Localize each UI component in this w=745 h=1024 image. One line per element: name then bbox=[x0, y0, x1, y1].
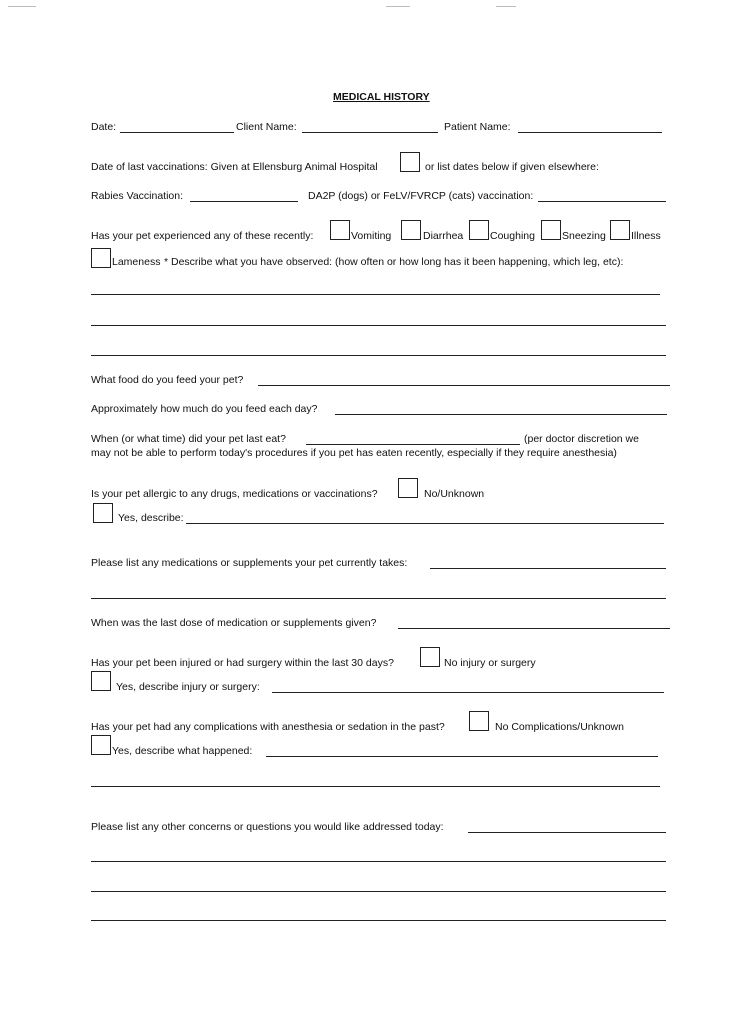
injury-question: Has your pet been injured or had surgery within the last 30 days? bbox=[91, 657, 394, 669]
describe-observed-text: * Describe what you have observed: (how often or how long has it been happening, which leg, etc): bbox=[164, 256, 624, 268]
lameness-label: Lameness bbox=[112, 256, 161, 268]
rabies-label: Rabies Vaccination: bbox=[91, 190, 184, 202]
vaccinations-intro: Date of last vaccinations: Given at Ellensburg Animal Hospital bbox=[91, 161, 378, 173]
patient-name-label: Patient Name: bbox=[444, 121, 511, 133]
anesthesia-no-label: No Complications/Unknown bbox=[495, 721, 624, 733]
client-name-field[interactable] bbox=[302, 132, 438, 133]
scan-artifact bbox=[496, 6, 516, 7]
observed-line-2[interactable] bbox=[91, 325, 666, 326]
last-dose-question: When was the last dose of medication or supplements given? bbox=[91, 617, 377, 629]
da2p-label: DA2P (dogs) or FeLV/FVRCP (cats) vaccination: bbox=[308, 190, 534, 202]
concerns-question: Please list any other concerns or questions you would like addressed today: bbox=[91, 821, 444, 833]
medications-line-2[interactable] bbox=[91, 598, 666, 599]
anesthesia-yes-label: Yes, describe what happened: bbox=[112, 745, 253, 757]
da2p-field[interactable] bbox=[538, 201, 666, 202]
diarrhea-checkbox[interactable] bbox=[401, 220, 421, 240]
food-question: What food do you feed your pet? bbox=[91, 374, 244, 386]
lameness-checkbox[interactable] bbox=[91, 248, 111, 268]
injury-describe-field[interactable] bbox=[272, 692, 664, 693]
anesthesia-line-2[interactable] bbox=[91, 786, 660, 787]
vaccinations-elsewhere: or list dates below if given elsewhere: bbox=[425, 161, 599, 173]
symptoms-question: Has your pet experienced any of these recently: bbox=[91, 230, 314, 242]
vomiting-label: Vomiting bbox=[351, 230, 392, 242]
allergy-no-label: No/Unknown bbox=[424, 488, 485, 500]
injury-no-label: No injury or surgery bbox=[444, 657, 536, 669]
injury-yes-label: Yes, describe injury or surgery: bbox=[116, 681, 260, 693]
scan-artifact bbox=[386, 6, 410, 7]
allergy-yes-label: Yes, describe: bbox=[118, 512, 184, 524]
rabies-field[interactable] bbox=[190, 201, 298, 202]
food-field[interactable] bbox=[258, 385, 670, 386]
last-eat-question: When (or what time) did your pet last eat? bbox=[91, 433, 286, 445]
allergy-no-checkbox[interactable] bbox=[398, 478, 418, 498]
concerns-line-3[interactable] bbox=[91, 891, 666, 892]
coughing-label: Coughing bbox=[490, 230, 535, 242]
injury-no-checkbox[interactable] bbox=[420, 647, 440, 667]
illness-checkbox[interactable] bbox=[610, 220, 630, 240]
allergy-yes-checkbox[interactable] bbox=[93, 503, 113, 523]
concerns-field[interactable] bbox=[468, 832, 666, 833]
observed-line-3[interactable] bbox=[91, 355, 666, 356]
anesthesia-no-checkbox[interactable] bbox=[469, 711, 489, 731]
patient-name-field[interactable] bbox=[518, 132, 662, 133]
form-title: MEDICAL HISTORY bbox=[333, 91, 430, 103]
vomiting-checkbox[interactable] bbox=[330, 220, 350, 240]
last-eat-note: (per doctor discretion we bbox=[524, 433, 639, 445]
sneezing-checkbox[interactable] bbox=[541, 220, 561, 240]
amount-field[interactable] bbox=[335, 414, 667, 415]
medications-field[interactable] bbox=[430, 568, 666, 569]
client-name-label: Client Name: bbox=[236, 121, 297, 133]
date-label: Date: bbox=[91, 121, 117, 133]
allergy-describe-field[interactable] bbox=[186, 523, 664, 524]
observed-line-1[interactable] bbox=[91, 294, 660, 295]
injury-yes-checkbox[interactable] bbox=[91, 671, 111, 691]
allergy-question: Is your pet allergic to any drugs, medications or vaccinations? bbox=[91, 488, 378, 500]
date-field[interactable] bbox=[120, 132, 234, 133]
last-eat-field[interactable] bbox=[306, 444, 520, 445]
sneezing-label: Sneezing bbox=[562, 230, 606, 242]
concerns-line-2[interactable] bbox=[91, 861, 666, 862]
scan-artifact bbox=[8, 6, 36, 7]
last-dose-field[interactable] bbox=[398, 628, 670, 629]
concerns-line-4[interactable] bbox=[91, 920, 666, 921]
coughing-checkbox[interactable] bbox=[469, 220, 489, 240]
illness-label: Illness bbox=[631, 230, 661, 242]
anesthesia-question: Has your pet had any complications with anesthesia or sedation in the past? bbox=[91, 721, 445, 733]
anesthesia-describe-field[interactable] bbox=[266, 756, 658, 757]
given-at-hospital-checkbox[interactable] bbox=[400, 152, 420, 172]
anesthesia-yes-checkbox[interactable] bbox=[91, 735, 111, 755]
diarrhea-label: Diarrhea bbox=[423, 230, 464, 242]
last-eat-note-continued: may not be able to perform today's procedures if you pet has eaten recently, especially if they require anesthesia) bbox=[91, 447, 617, 459]
medications-question: Please list any medications or supplements your pet currently takes: bbox=[91, 557, 408, 569]
amount-question: Approximately how much do you feed each day? bbox=[91, 403, 318, 415]
